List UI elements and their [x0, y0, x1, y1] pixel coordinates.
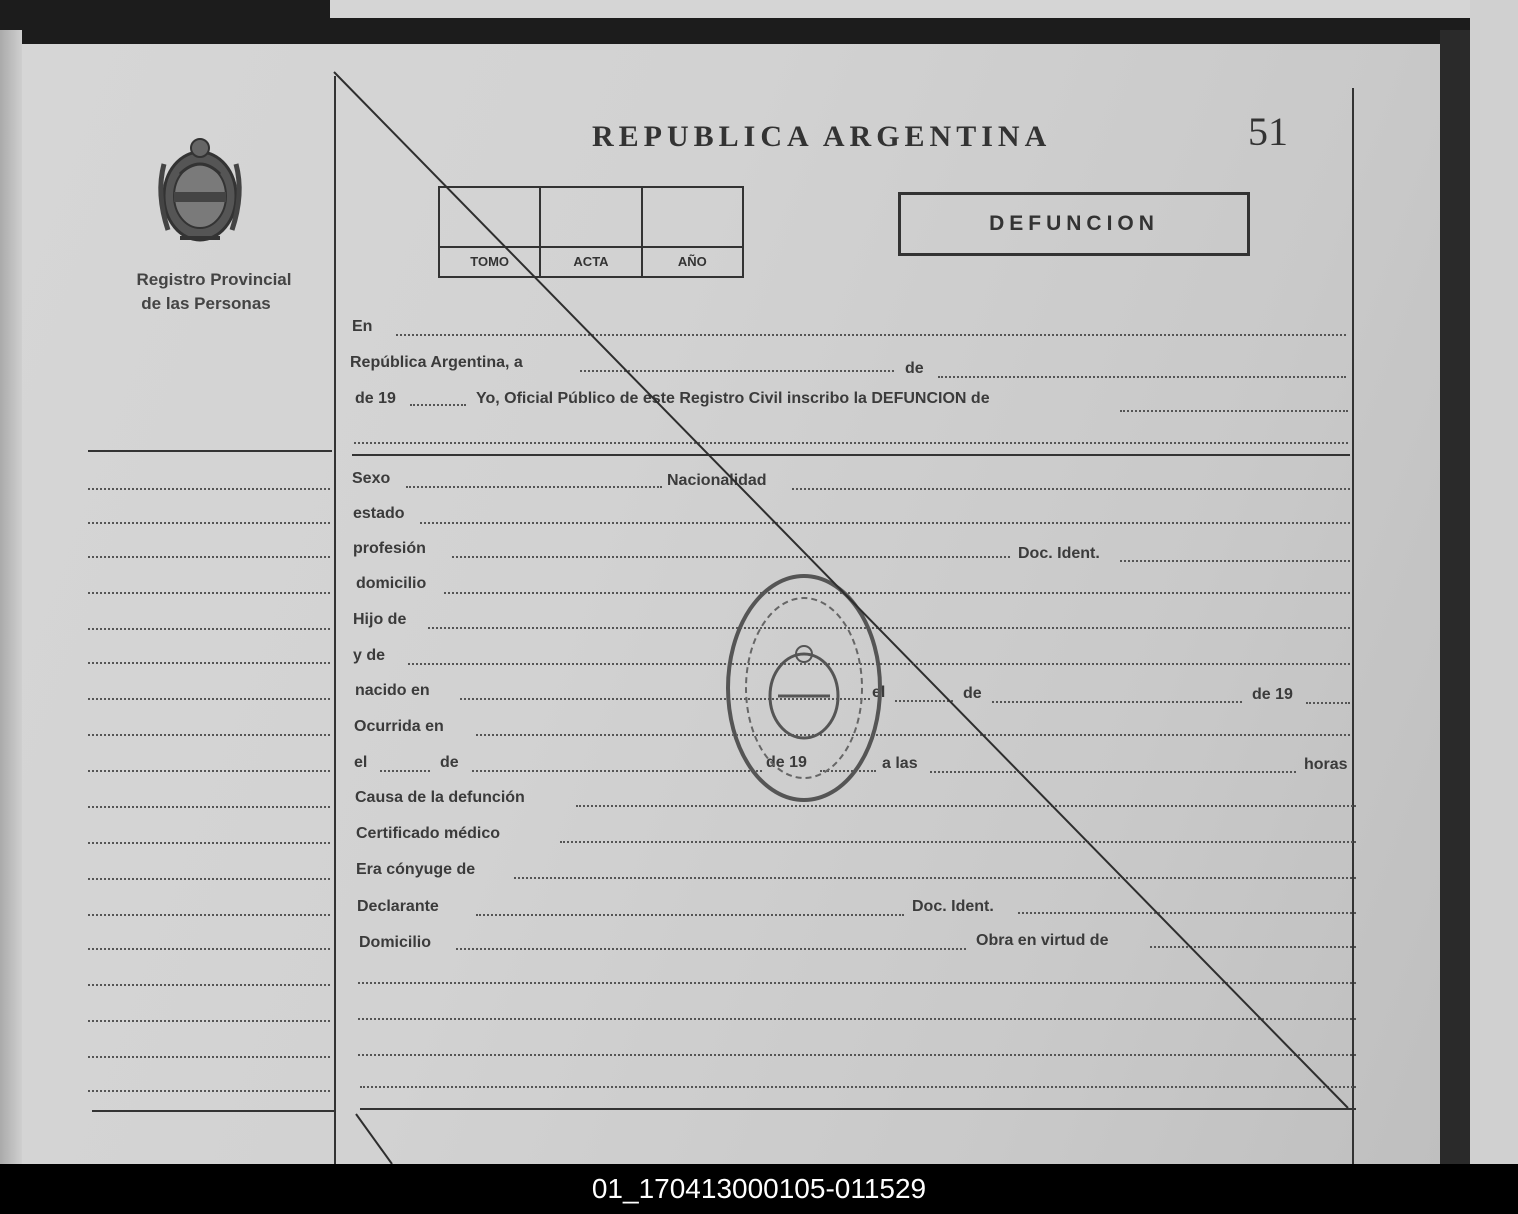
page-title: REPUBLICA ARGENTINA	[592, 120, 1052, 153]
ano-label: AÑO	[643, 246, 742, 276]
record-type-label: DEFUNCION	[989, 212, 1159, 235]
a-las-label: a las	[882, 755, 918, 772]
y-de-label: y de	[353, 647, 386, 664]
ocurrida-en-label: Ocurrida en	[354, 718, 444, 735]
nacido-el-label: el	[872, 684, 886, 701]
certificado-label: Certificado médico	[356, 825, 501, 842]
domicilio2-label: Domicilio	[359, 934, 432, 951]
hijo-de-label: Hijo de	[353, 611, 407, 628]
nacido-de19-label: de 19	[1252, 686, 1293, 703]
horas-label: horas	[1304, 756, 1348, 773]
page-number: 51	[1248, 109, 1288, 154]
de-label: de	[905, 360, 924, 377]
ocurrida-de19-label: de 19	[766, 754, 807, 771]
sexo-label: Sexo	[352, 470, 391, 487]
en-label: En	[352, 318, 373, 335]
ocurrida-de-label: de	[440, 754, 459, 771]
doc-ident2-label: Doc. Ident.	[912, 898, 994, 915]
acta-label: ACTA	[541, 246, 640, 276]
causa-label: Causa de la defunción	[355, 789, 525, 806]
doc-ident-label: Doc. Ident.	[1018, 545, 1100, 562]
declarante-label: Declarante	[357, 898, 439, 915]
nacionalidad-label: Nacionalidad	[667, 472, 767, 489]
obra-label: Obra en virtud de	[976, 932, 1109, 949]
profesion-label: profesión	[353, 540, 426, 557]
nacido-en-label: nacido en	[355, 682, 430, 699]
estado-label: estado	[353, 505, 405, 522]
ocurrida-el-label: el	[354, 754, 368, 771]
image-id-caption: 01_170413000105-011529	[591, 1173, 927, 1204]
conyuge-label: Era cónyuge de	[356, 861, 476, 878]
registry-name-line1: Registro Provincial	[136, 270, 292, 289]
tomo-label: TOMO	[440, 246, 539, 276]
domicilio-label: domicilio	[356, 575, 427, 592]
republica-label: República Argentina, a	[350, 354, 523, 371]
statement-text: Yo, Oficial Público de este Registro Civil inscribo la DEFUNCION de	[476, 390, 990, 407]
de19-label: de 19	[355, 390, 396, 407]
nacido-de-label: de	[963, 685, 982, 702]
registry-name-line2: de las Personas	[141, 294, 271, 313]
